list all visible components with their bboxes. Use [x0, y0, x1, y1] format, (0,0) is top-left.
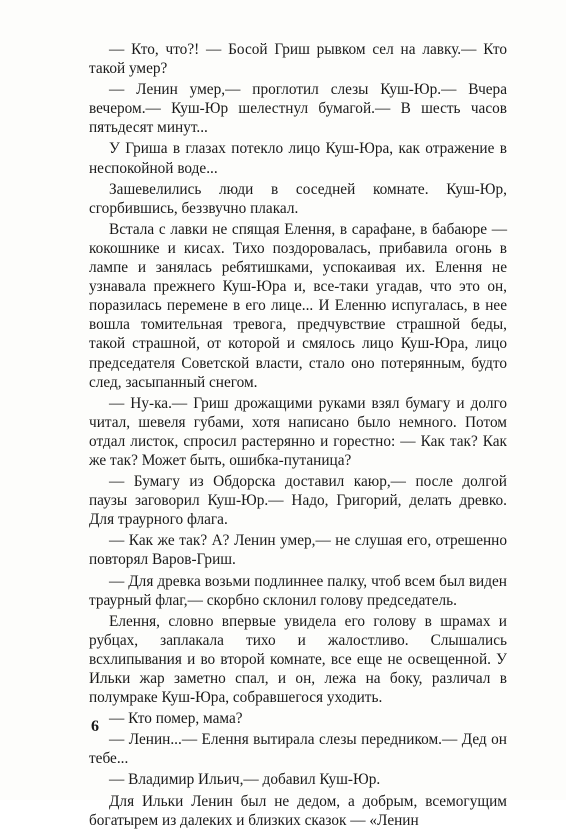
paragraph: — Как же так? А? Ленин умер,— не слушая его, отрешенно повторял Варов-Гриш.	[89, 532, 507, 569]
paragraph: Встала с лавки не спящая Елення, в сарафане, в бабаюре — кокошнике и кисах. Тихо поздоровалась, прибавила огонь в лампе и занялась ребятишками, успокаивая их. Елення не узнавала прежнего Куш-Юра и, все-таки угадав, что это он, поразилась перемене в его лице... И Еленню испугалась, в нее вошла томительная тревога, предчувствие страшной беды, такой страшной, от которой и смялось лицо Куш-Юра, лицо председателя Советской власти, стало оно потерянным, будто след, засыпанный снегом.	[89, 220, 507, 391]
paragraph: — Бумагу из Обдорска доставил каюр,— после долгой паузы заговорил Куш-Юр.— Надо, Григорий, делать древко. Для траурного флага.	[89, 473, 507, 529]
paragraph: У Гриша в глазах потекло лицо Куш-Юра, как отражение в неспокойной воде...	[89, 140, 507, 177]
page-body-text	[89, 40, 507, 832]
paragraph: — Ленин...— Елення вытирала слезы передником.— Дед он тебе...	[89, 731, 507, 768]
paragraph: — Кто, что?! — Босой Гриш рывком сел на лавку.— Кто такой умер?	[89, 41, 507, 78]
paragraph: — Для древка возьми подлиннее палку, чтоб всем был виден траурный флаг,— скорбно склонил голову председатель.	[89, 572, 507, 609]
paragraph: — Владимир Ильич,— добавил Куш-Юр.	[109, 771, 381, 789]
paragraph: — Ленин умер,— проглотил слезы Куш-Юр.— Вчера вечером.— Куш-Юр шелестнул бумагой.— В шесть часов пятьдесят минут...	[89, 81, 507, 137]
paragraph: Елення, словно впервые увидела его голову в шрамах и рубцах, заплакала тихо и жалостливо. Слышались всхлипывания и во второй комнате, все еще не освещенной. У Ильки жар заметно спал, и он, лежа на боку, различал в полумраке Куш-Юра, собравшегося уходить.	[89, 612, 507, 707]
paragraph: Для Ильки Ленин был не дедом, а добрым, всемогущим богатырем из далеких и близких сказок — «Ленин	[89, 792, 507, 829]
paragraph: — Ну-ка.— Гриш дрожащими руками взял бумагу и долго читал, шевеля губами, хотя написано было немного. Потом отдал листок, спросил растерянно и горестно: — Как так? Как же так? Может быть, ошибка-путаница?	[89, 394, 507, 469]
paragraph: Зашевелились люди в соседней комнате. Куш-Юр, сгорбившись, беззвучно плакал.	[89, 180, 507, 217]
paragraph: — Кто помер, мама?	[109, 710, 243, 728]
page-number: 6	[91, 718, 99, 735]
